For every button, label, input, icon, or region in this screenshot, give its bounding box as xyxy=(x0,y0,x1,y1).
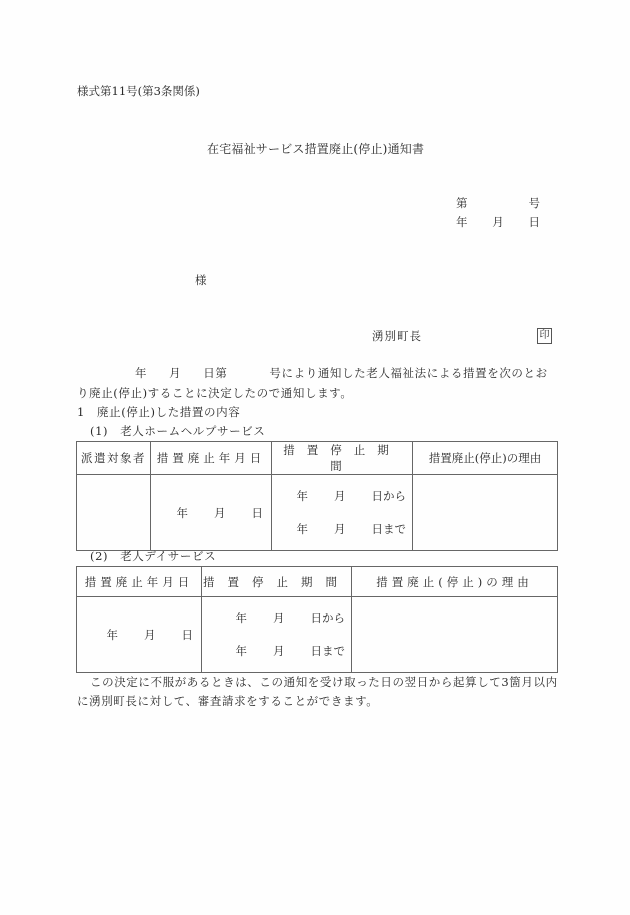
year-label: 年 xyxy=(176,505,188,520)
target-cell[interactable] xyxy=(77,475,151,551)
day-label: 日 xyxy=(251,505,263,520)
date-month: 月 xyxy=(492,215,504,229)
doc-number-suffix: 号 xyxy=(528,196,540,210)
document-date xyxy=(456,217,540,229)
to-month: 月 xyxy=(273,644,285,658)
header-end-date: 措置廃止年月日 xyxy=(151,442,272,475)
from-day: 日から xyxy=(371,489,406,503)
from-year: 年 xyxy=(296,489,308,503)
subsection-1-heading: (1) 老人ホームヘルプサービス xyxy=(90,424,266,438)
header-reason: 措置廃止(停止)の理由 xyxy=(413,442,558,475)
date-year: 年 xyxy=(456,215,468,229)
suspension-period-cell[interactable] xyxy=(272,475,413,551)
from-year: 年 xyxy=(235,611,247,625)
seal-stamp: 印 xyxy=(537,328,552,344)
to-year: 年 xyxy=(296,522,308,536)
reason-cell[interactable] xyxy=(413,475,558,551)
section-1-heading: 1 廃止(停止)した措置の内容 xyxy=(77,405,241,419)
doc-number-prefix: 第 xyxy=(456,196,468,210)
intro-line-2: り廃止(停止)することに決定したので通知します。 xyxy=(77,386,353,400)
intro-year: 年 xyxy=(135,366,148,380)
header-suspension-period: 措置停止期間 xyxy=(202,567,352,597)
document-number xyxy=(456,198,540,210)
month-label: 月 xyxy=(214,505,226,520)
to-day: 日まで xyxy=(371,522,406,536)
to-year: 年 xyxy=(235,644,247,658)
to-month: 月 xyxy=(334,522,346,536)
header-end-date: 措置廃止年月日 xyxy=(77,567,202,597)
to-day: 日まで xyxy=(310,644,345,658)
from-day: 日から xyxy=(310,611,345,625)
header-suspension-period: 措置停止期間 xyxy=(272,442,413,475)
recipient-honorific: 様 xyxy=(195,273,207,287)
intro-rest: 号により通知した老人福祉法による措置を次のとお xyxy=(269,366,548,380)
from-month: 月 xyxy=(334,489,346,503)
reason-cell[interactable] xyxy=(352,597,558,673)
intro-line-1 xyxy=(77,368,548,380)
suspension-period-cell[interactable] xyxy=(202,597,352,673)
end-date-cell[interactable] xyxy=(77,597,202,673)
subsection-2-heading: (2) 老人デイサービス xyxy=(90,549,217,563)
day-service-table xyxy=(76,566,558,673)
header-reason: 措置廃止(停止)の理由 xyxy=(352,567,558,597)
document-title: 在宅福祉サービス措置廃止(停止)通知書 xyxy=(207,142,425,156)
appeal-notice-line-2: に湧別町長に対して、審査請求をすることができます。 xyxy=(77,694,379,708)
from-month: 月 xyxy=(273,611,285,625)
month-label: 月 xyxy=(144,627,156,642)
form-number: 様式第11号(第3条関係) xyxy=(77,84,200,98)
date-day: 日 xyxy=(528,215,540,229)
end-date-cell[interactable] xyxy=(151,475,272,551)
appeal-notice-line-1: この決定に不服があるときは、この通知を受け取った日の翌日から起算して3箇月以内 xyxy=(90,675,558,689)
header-target: 派遣対象者 xyxy=(77,442,151,475)
year-label: 年 xyxy=(106,627,118,642)
home-help-table xyxy=(76,441,558,551)
issuer: 湧別町長 xyxy=(372,329,422,343)
intro-month: 月 xyxy=(169,366,182,380)
intro-day-no: 日第 xyxy=(203,366,228,380)
day-label: 日 xyxy=(181,627,193,642)
